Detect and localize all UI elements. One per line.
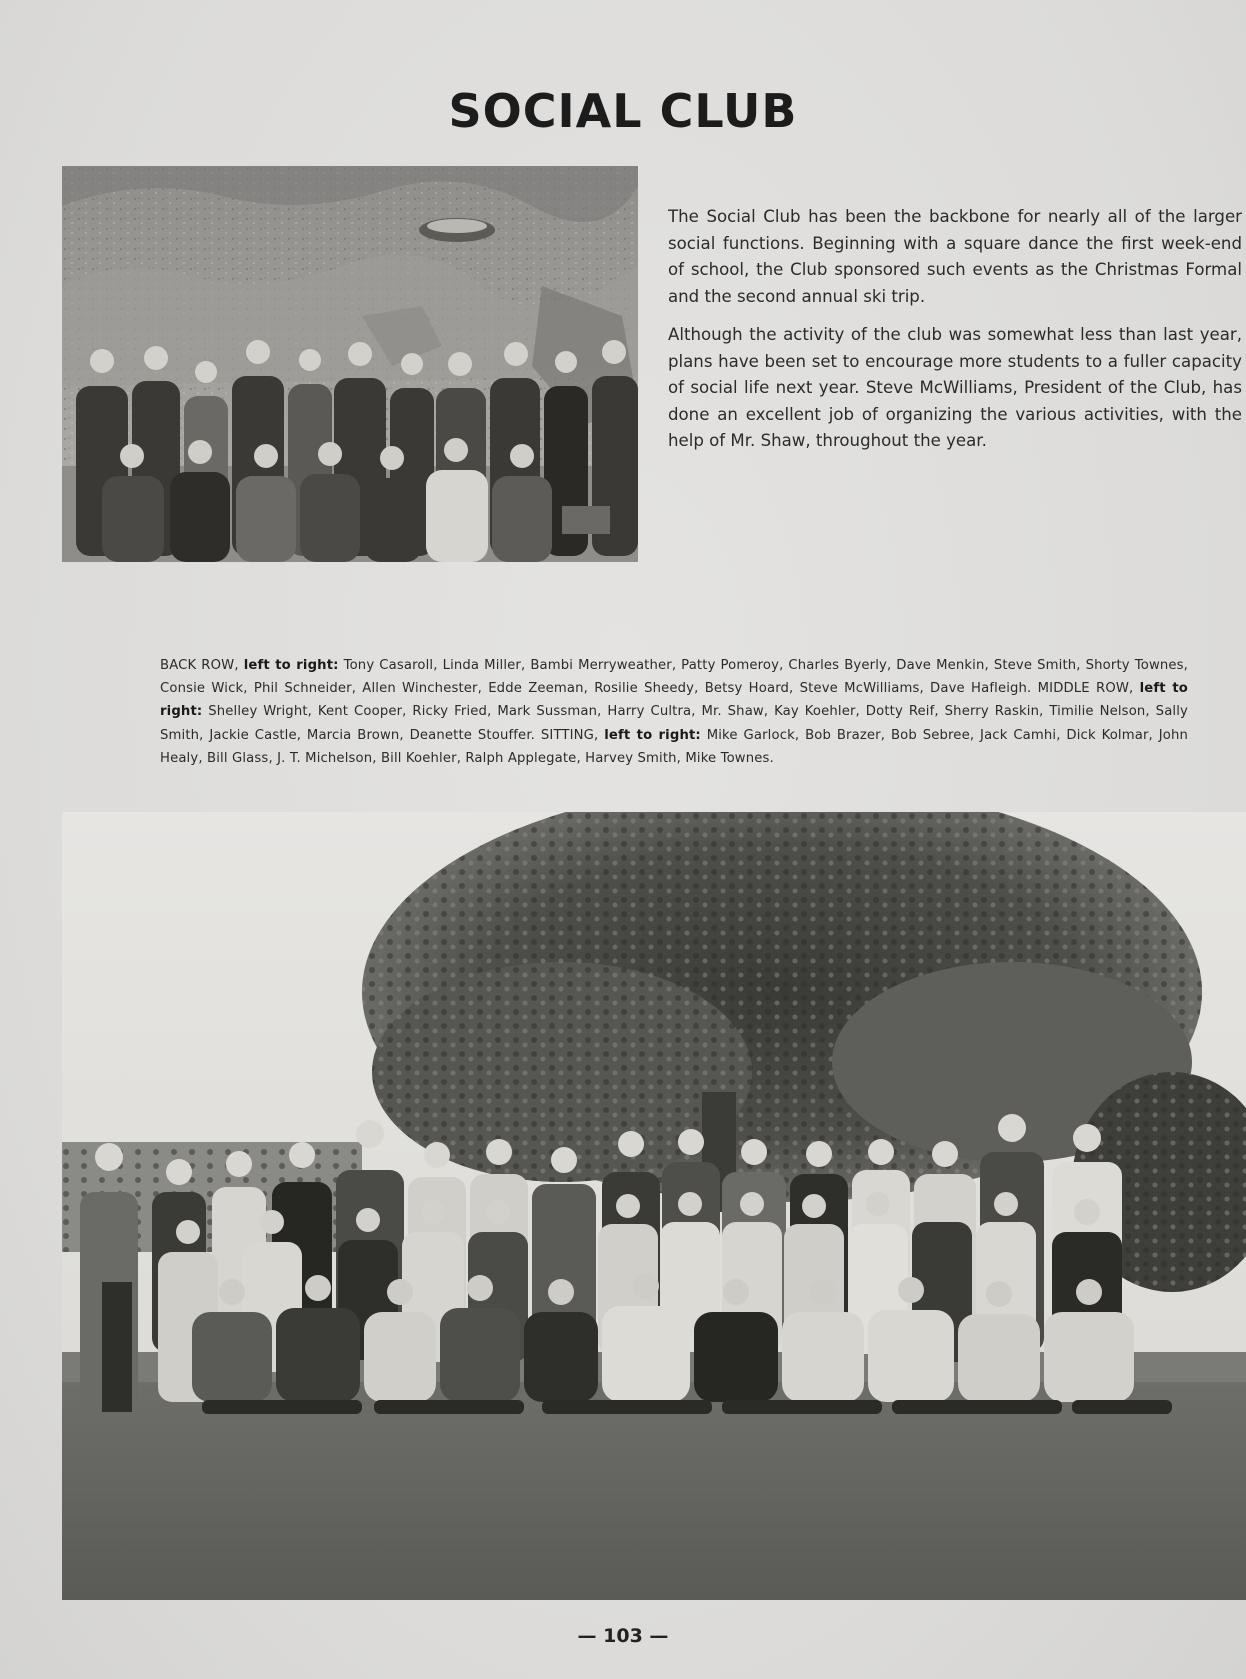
hillside-group-photo [62,166,638,562]
description-paragraph: The Social Club has been the backbone for nearly all of the larger social functions. Beginning with a square dance the first week-end of school, the Club sponsored such events as the Christmas Formal and the second annual ski trip. [668,207,1242,306]
page-title: SOCIAL CLUB [448,84,798,138]
caption-back-row-label: BACK ROW, [160,658,239,673]
caption-sitting-names: Mike Garlock, Bob Brazer, Bob Sebree, Jack Camhi, Dick Kolmar, John Healy, Bill Glass, J. T. Michelson, Bill Koehler, Ralph Applegate, Harvey Smith, Mike Townes. [160,727,1189,766]
caption-direction: left to right: [160,681,1189,720]
caption-middle-row-names: Shelley Wright, Kent Cooper, Ricky Fried, Mark Sussman, Harry Cultra, Mr. Shaw, Kay Koehler, Dotty Reif, Sherry Raskin, Timilie Nelson, Sally Smith, Jackie Castle, Marcia Brown, Deanette Stouffer. [160,704,1189,743]
tree-group-photo [62,812,1246,1600]
caption-middle-row-label: MIDDLE ROW, [1037,681,1134,697]
caption-direction: left to right: [243,658,339,673]
page-number: — 103 — [577,1625,669,1647]
caption-sitting-label: SITTING, [540,727,599,743]
description-paragraph: Although the activity of the club was somewhat less than last year, plans have been set to encourage more students to a fuller capacity of social life next year. Steve McWilliams, President of the Club, has done an excellent job of organizing the various activities, with the help of Mr. Shaw, throughout the year. [668,325,1242,450]
caption-back-row-names: Tony Casaroll, Linda Miller, Bambi Merryweather, Patty Pomeroy, Charles Byerly, Dave Menkin, Steve Smith, Shorty Townes, Consie Wick, Phil Schneider, Allen Winchester, Edde Zeeman, Rosilie Sheedy, Betsy Hoard, Steve McWilliams, Dave Hafleigh. [160,658,1189,697]
caption-direction: left to right: [604,727,701,743]
club-description [668,204,1242,467]
photo-caption [160,654,1188,770]
